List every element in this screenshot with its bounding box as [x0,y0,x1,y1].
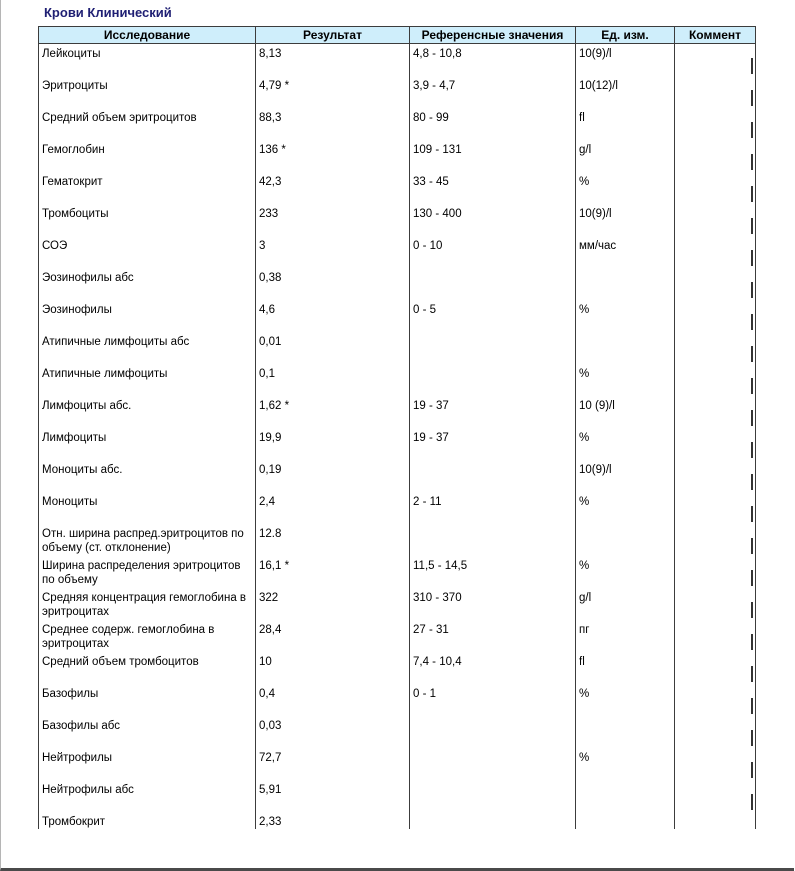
reference-cell [410,716,576,748]
result-cell: 2,33 [256,812,410,829]
reference-cell [410,460,576,492]
test-name-cell: Тромбокрит [39,812,256,829]
test-name-cell: Тромбоциты [39,204,256,236]
reference-cell [410,332,576,364]
test-name-cell: Эозинофилы [39,300,256,332]
test-name-cell: Отн. ширина распред.эритроцитов по объему (ст. отклонение) [39,524,256,556]
test-name-cell: Средний объем эритроцитов [39,108,256,140]
comment-cell [675,300,756,332]
unit-cell: % [576,364,675,396]
test-name-cell: Средняя концентрация гемоглобина в эритроцитах [39,588,256,620]
reference-cell [410,780,576,812]
result-cell: 4,79 * [256,76,410,108]
table-row [39,364,756,396]
result-cell: 1,62 * [256,396,410,428]
table-row [39,236,756,268]
comment-cell [675,140,756,172]
header-comment: Коммент [675,27,756,44]
comment-mark [751,602,753,618]
unit-cell: пг [576,620,675,652]
results-table [38,26,756,829]
header-unit: Ед. изм. [576,27,675,44]
comment-mark [751,410,753,426]
table-row [39,332,756,364]
unit-cell: 10(12)/l [576,76,675,108]
test-name-cell: Эозинофилы абс [39,268,256,300]
unit-cell [576,268,675,300]
unit-cell: 10(9)/l [576,44,675,77]
comment-mark [751,506,753,522]
table-row [39,492,756,524]
test-name-cell: Лимфоциты [39,428,256,460]
comment-cell [675,684,756,716]
comment-cell [675,620,756,652]
comment-mark [751,186,753,202]
comment-cell [675,76,756,108]
table-row [39,172,756,204]
unit-cell: 10(9)/l [576,204,675,236]
comment-mark [751,122,753,138]
test-name-cell: Гематокрит [39,172,256,204]
result-cell: 16,1 * [256,556,410,588]
unit-cell [576,716,675,748]
comment-cell [675,460,756,492]
comment-cell [675,716,756,748]
unit-cell: % [576,492,675,524]
reference-cell: 0 - 10 [410,236,576,268]
comment-cell [675,588,756,620]
unit-cell [576,332,675,364]
comment-mark [751,90,753,106]
reference-cell: 80 - 99 [410,108,576,140]
test-name-cell: СОЭ [39,236,256,268]
result-cell: 3 [256,236,410,268]
test-name-cell: Среднее содерж. гемоглобина в эритроцитах [39,620,256,652]
test-name-cell: Лейкоциты [39,44,256,77]
test-name-cell: Средний объем тромбоцитов [39,652,256,684]
reference-cell: 0 - 5 [410,300,576,332]
comment-cell [675,652,756,684]
unit-cell: % [576,428,675,460]
test-name-cell: Атипичные лимфоциты абс [39,332,256,364]
comment-cell [675,108,756,140]
reference-cell: 310 - 370 [410,588,576,620]
table-row [39,396,756,428]
comment-cell [675,236,756,268]
comment-cell [675,812,756,829]
comment-mark [751,346,753,362]
unit-cell: fl [576,108,675,140]
unit-cell [576,524,675,556]
result-cell: 8,13 [256,44,410,77]
reference-cell: 11,5 - 14,5 [410,556,576,588]
unit-cell: % [576,556,675,588]
table-row [39,620,756,652]
result-cell: 233 [256,204,410,236]
comment-mark [751,250,753,266]
comment-mark [751,314,753,330]
table-row [39,300,756,332]
result-cell: 136 * [256,140,410,172]
test-name-cell: Моноциты [39,492,256,524]
table-row [39,524,756,556]
result-cell: 0,4 [256,684,410,716]
comment-mark [751,634,753,650]
header-test: Исследование [39,27,256,44]
comment-mark [751,378,753,394]
table-row [39,652,756,684]
table-row [39,716,756,748]
result-cell: 0,03 [256,716,410,748]
result-cell: 28,4 [256,620,410,652]
test-name-cell: Моноциты абс. [39,460,256,492]
table-header-row [39,27,756,44]
result-cell: 0,01 [256,332,410,364]
reference-cell [410,748,576,780]
comment-marks [751,58,754,818]
test-name-cell: Нейтрофилы [39,748,256,780]
comment-cell [675,332,756,364]
reference-cell [410,812,576,829]
reference-cell: 19 - 37 [410,396,576,428]
comment-mark [751,698,753,714]
reference-cell: 7,4 - 10,4 [410,652,576,684]
unit-cell: % [576,300,675,332]
result-cell: 2,4 [256,492,410,524]
comment-mark [751,538,753,554]
reference-cell: 0 - 1 [410,684,576,716]
table-row [39,44,756,77]
result-cell: 4,6 [256,300,410,332]
table-row [39,812,756,829]
result-cell: 88,3 [256,108,410,140]
table-row [39,588,756,620]
comment-cell [675,396,756,428]
comment-mark [751,794,753,810]
comment-mark [751,474,753,490]
reference-cell: 27 - 31 [410,620,576,652]
table-row [39,428,756,460]
comment-cell [675,364,756,396]
reference-cell: 4,8 - 10,8 [410,44,576,77]
comment-mark [751,570,753,586]
comment-mark [751,730,753,746]
test-name-cell: Нейтрофилы абс [39,780,256,812]
result-cell: 12.8 [256,524,410,556]
comment-cell [675,492,756,524]
reference-cell [410,524,576,556]
unit-cell: % [576,748,675,780]
comment-cell [675,204,756,236]
unit-cell [576,780,675,812]
reference-cell [410,364,576,396]
test-name-cell: Эритроциты [39,76,256,108]
comment-mark [751,666,753,682]
test-name-cell: Базофилы [39,684,256,716]
test-name-cell: Атипичные лимфоциты [39,364,256,396]
unit-cell: g/l [576,140,675,172]
comment-mark [751,58,753,74]
comment-cell [675,748,756,780]
table-row [39,460,756,492]
table-row [39,140,756,172]
unit-cell [576,812,675,829]
reference-cell: 2 - 11 [410,492,576,524]
header-reference: Референсные значения [410,27,576,44]
table-row [39,684,756,716]
result-cell: 0,1 [256,364,410,396]
unit-cell: g/l [576,588,675,620]
unit-cell: fl [576,652,675,684]
unit-cell: 10 (9)/l [576,396,675,428]
comment-cell [675,172,756,204]
results-body [39,44,756,830]
table-row [39,268,756,300]
reference-cell: 3,9 - 4,7 [410,76,576,108]
result-cell: 72,7 [256,748,410,780]
table-row [39,748,756,780]
result-cell: 0,19 [256,460,410,492]
comment-cell [675,524,756,556]
header-result: Результат [256,27,410,44]
test-name-cell: Базофилы абс [39,716,256,748]
reference-cell: 33 - 45 [410,172,576,204]
comment-cell [675,556,756,588]
table-row [39,204,756,236]
result-cell: 5,91 [256,780,410,812]
reference-cell: 19 - 37 [410,428,576,460]
reference-cell [410,268,576,300]
table-row [39,76,756,108]
result-cell: 10 [256,652,410,684]
reference-cell: 109 - 131 [410,140,576,172]
comment-mark [751,282,753,298]
comment-mark [751,762,753,778]
comment-cell [675,428,756,460]
test-name-cell: Лимфоциты абс. [39,396,256,428]
comment-cell [675,268,756,300]
comment-mark [751,218,753,234]
report-title: Крови Клинический [44,5,172,20]
comment-cell [675,44,756,77]
unit-cell: % [576,172,675,204]
result-cell: 19,9 [256,428,410,460]
result-cell: 42,3 [256,172,410,204]
result-cell: 0,38 [256,268,410,300]
unit-cell: % [576,684,675,716]
table-row [39,780,756,812]
unit-cell: 10(9)/l [576,460,675,492]
comment-mark [751,442,753,458]
result-cell: 322 [256,588,410,620]
table-row [39,556,756,588]
test-name-cell: Ширина распределения эритроцитов по объему [39,556,256,588]
comment-mark [751,154,753,170]
table-row [39,108,756,140]
comment-cell [675,780,756,812]
unit-cell: мм/час [576,236,675,268]
reference-cell: 130 - 400 [410,204,576,236]
test-name-cell: Гемоглобин [39,140,256,172]
